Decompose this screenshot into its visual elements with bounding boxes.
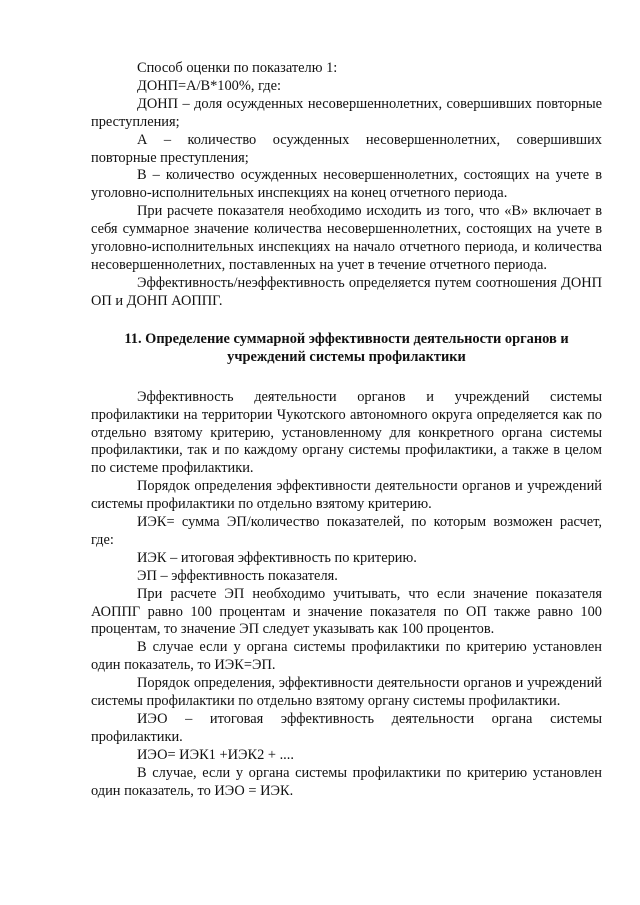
- method-line: Способ оценки по показателю 1:: [137, 60, 338, 76]
- definition-donp: ДОНП – доля осужденных несовершеннолетних, совершивших повторные преступления;: [91, 95, 602, 130]
- section-heading-line-1: 11. Определение суммарной эффективности деятельности органов и: [124, 330, 569, 347]
- single-indicator-iek: В случае если у органа системы профилактики по критерию установлен один показатель, то ИЭК=ЭП.: [91, 639, 602, 674]
- document-page: [91, 60, 602, 801]
- formula-iek: ИЭК= сумма ЭП/количество показателей, по которым возможен расчет, где:: [91, 514, 602, 548]
- organ-procedure: Порядок определения, эффективности деятельности органов и учреждений системы профилактики по отдельно взятому органу системы профилактики.: [91, 675, 602, 710]
- single-indicator-ieo: В случае, если у органа системы профилактики по критерию установлен один показатель, то ИЭО = ИЭК.: [91, 764, 602, 799]
- efficiency-note: Эффективность/неэффективность определяется путем соотношения ДОНП ОП и ДОНП АОППГ.: [91, 274, 602, 309]
- section-heading-line-2: учреждений системы профилактики: [227, 348, 466, 365]
- definition-b: В – количество осужденных несовершеннолетних, состоящих на учете в уголовно-исполнительных инспекциях на конец отчетного периода.: [91, 167, 602, 202]
- efficiency-intro: Эффективность деятельности органов и учреждений системы профилактики на территории Чукотского автономного округа определяется как по отдельно взятому критерию, установленному для конкретного органа системы профилактики, так и по каждому органу системы профилактики, а также в целом по системе профилактики.: [91, 388, 602, 477]
- calculation-note: При расчете показателя необходимо исходить из того, что «В» включает в себя суммарное значение количества несовершеннолетних, состоящих на учете в уголовно-исполнительных инспекциях на начало отчетного периода, и количества несовершеннолетних, поставленных на учет в течение отчетного периода.: [91, 203, 602, 273]
- definition-iek: ИЭК – итоговая эффективность по критерию.: [137, 549, 417, 566]
- ep-note: При расчете ЭП необходимо учитывать, что если значение показателя АОППГ равно 100 процентам и значение показателя по ОП также равно 100 процентам, то значение ЭП следует указывать как 100 процентов.: [91, 585, 602, 638]
- formula-ieo: ИЭО= ИЭК1 +ИЭК2 + ....: [137, 746, 294, 763]
- criterion-procedure: Порядок определения эффективности деятельности органов и учреждений системы профилактики по отдельно взятому критерию.: [91, 478, 602, 513]
- definition-a: А – количество осужденных несовершеннолетних, совершивших повторные преступления;: [91, 131, 602, 166]
- definition-ieo: ИЭО – итоговая эффективность деятельности органа системы профилактики.: [91, 711, 602, 745]
- section-heading: [91, 330, 602, 366]
- formula-donp: ДОНП=А/В*100%, где:: [137, 77, 281, 94]
- definition-ep: ЭП – эффективность показателя.: [137, 567, 338, 584]
